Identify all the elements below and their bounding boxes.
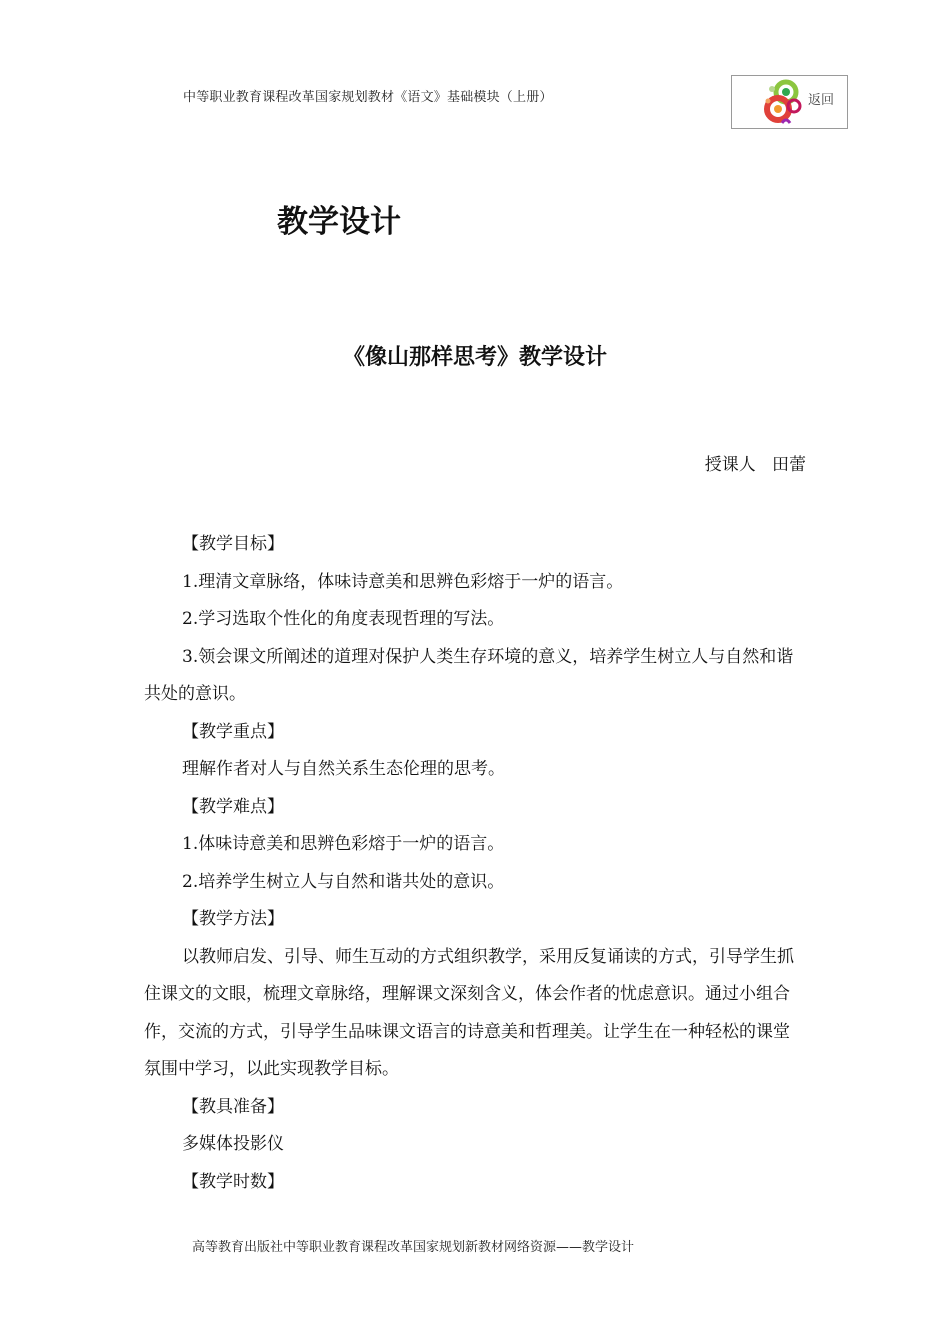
tools-text: 多媒体投影仪 bbox=[182, 1134, 284, 1154]
teacher-line: 授课人 田蕾 bbox=[704, 455, 806, 475]
difficulties-heading: 【教学难点】 bbox=[182, 796, 284, 817]
methods-heading: 【教学方法】 bbox=[182, 909, 284, 929]
difficulty-item: 1.体味诗意美和思辨色彩熔于一炉的语言。 bbox=[182, 834, 505, 854]
objectives-heading: 【教学目标】 bbox=[182, 534, 284, 554]
methods-text: 以教师启发、引导、师生互动的方式组织教学，采用反复诵读的方式，引导学生抓住课文的文眼，梳理文章脉络，理解课文深刻含义，体会作者的忧虑意识。通过小组合作，交流的方式，引导学生品味课文语言的诗意美和哲理美。让学生在一种轻松的课堂氛围中学习，以此实现教学目标。 bbox=[144, 946, 794, 1079]
key-points-text: 理解作者对人与自然关系生态伦理的思考。 bbox=[182, 759, 505, 779]
objective-item: 2.学习选取个性化的角度表现哲理的写法。 bbox=[182, 609, 505, 629]
document-type-title: 教学设计 bbox=[277, 204, 401, 240]
objective-item: 1.理清文章脉络，体味诗意美和思辨色彩熔于一炉的语言。 bbox=[182, 571, 624, 592]
return-label: 返回 bbox=[808, 93, 835, 108]
difficulty-item: 2.培养学生树立人与自然和谐共处的意识。 bbox=[182, 871, 505, 892]
document-body bbox=[144, 526, 806, 1201]
colorful-spiral-logo-icon bbox=[760, 79, 814, 127]
return-button[interactable] bbox=[731, 75, 848, 129]
tools-heading: 【教具准备】 bbox=[182, 1096, 284, 1117]
hours-heading: 【教学时数】 bbox=[182, 1171, 284, 1192]
lesson-title: 《像山那样思考》教学设计 bbox=[342, 345, 607, 370]
objective-item: 3.领会课文所阐述的道理对保护人类生存环境的意义，培养学生树立人与自然和谐共处的意识。 bbox=[144, 646, 794, 704]
key-points-heading: 【教学重点】 bbox=[182, 721, 284, 742]
page-footer-text: 高等教育出版社中等职业教育课程改革国家规划新教材网络资源——教学设计 bbox=[192, 1240, 635, 1255]
page-header-text: 中等职业教育课程改革国家规划教材《语文》基础模块（上册） bbox=[183, 90, 553, 105]
